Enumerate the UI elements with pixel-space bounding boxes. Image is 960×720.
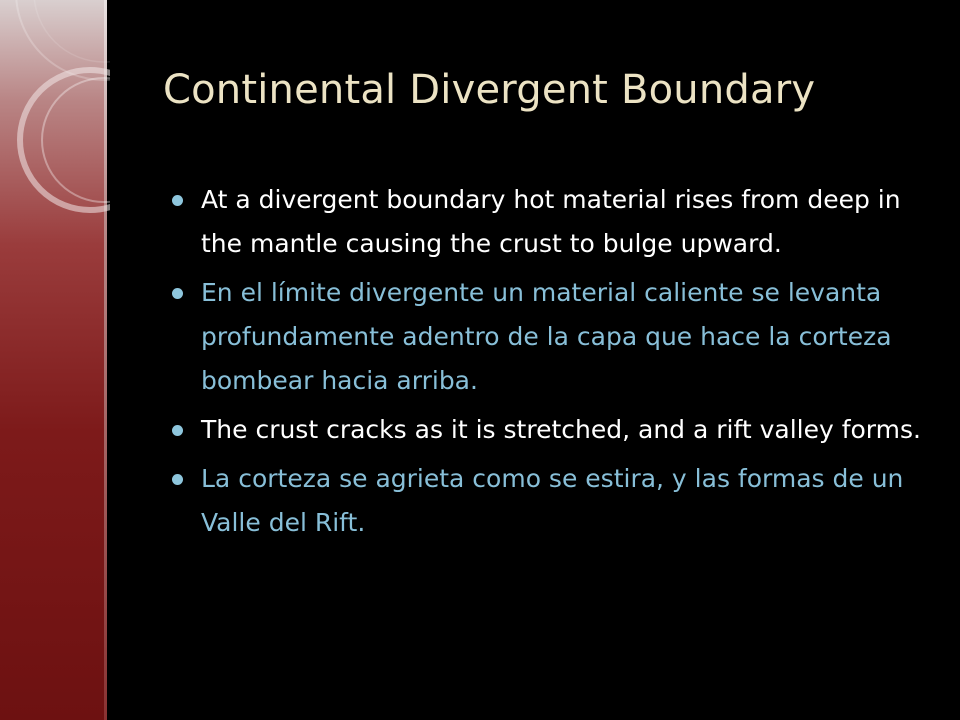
bullet-dot-icon [172,425,183,436]
bullet-text: The crust cracks as it is stretched, and a rift valley forms. [201,415,921,444]
bullet-dot-icon [172,288,183,299]
bullet-item [172,178,932,266]
bullet-list [172,178,932,550]
bullet-item [172,457,932,545]
bullet-item [172,408,932,452]
decorative-circles-icon [0,0,110,260]
bullet-text: La corteza se agrieta como se estira, y las formas de un Valle del Rift. [201,464,904,537]
slide-title: Continental Divergent Boundary [163,67,816,113]
bullet-dot-icon [172,474,183,485]
bullet-dot-icon [172,195,183,206]
bullet-item [172,271,932,403]
bullet-text: At a divergent boundary hot material rises from deep in the mantle causing the crust to bulge upward. [201,185,901,258]
bullet-text: En el límite divergente un material caliente se levanta profundamente adentro de la capa que hace la corteza bombear hacia arriba. [201,278,892,395]
